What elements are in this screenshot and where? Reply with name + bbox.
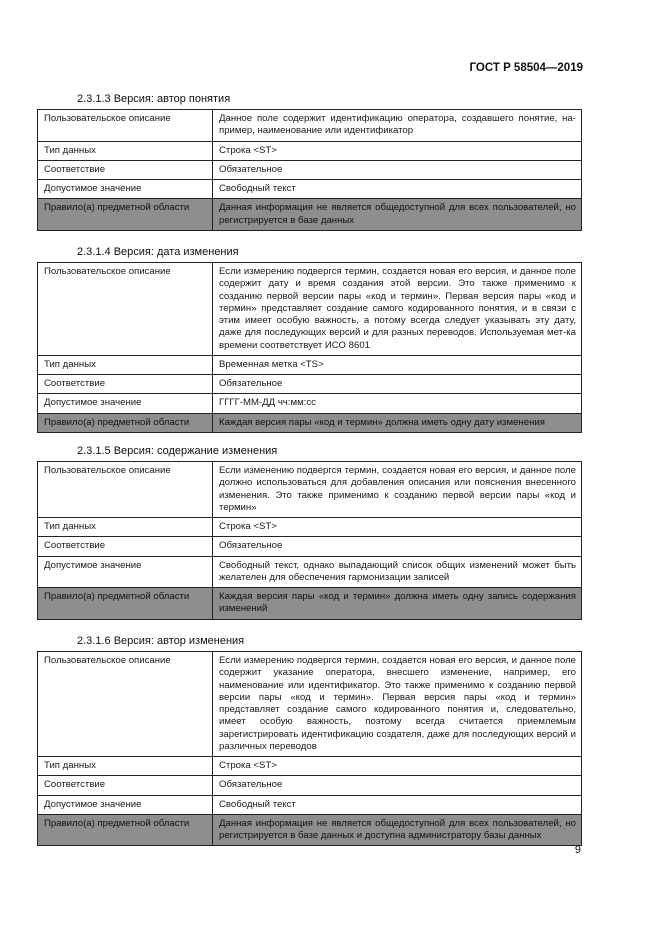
document-code: ГОСТ Р 58504—2019 [469, 62, 583, 74]
row-label: Тип данных [38, 141, 213, 160]
row-label: Соответствие [38, 537, 213, 556]
table-row-domain-rule [38, 413, 582, 432]
page-number: 9 [574, 844, 581, 856]
row-value: Если измерению подвергся термин, создается новая его версия, и данное поле содержит указание оператора, внесшего изменение, например, его наименование или идентификатор. Это также применимо к созданию первой версии пары «код и термин». Первая версия пары «код и термин» представляет создание самого кодированного понятия и, следовательно, имеет особую важность, поэтому всегда считается приемлемым зарегистрировать идентификацию создателя, даже для последующих версий и различных переводов [213, 652, 582, 757]
row-label: Пользовательское описание [38, 652, 213, 757]
row-label: Допустимое значение [38, 556, 213, 588]
attribute-table [37, 651, 582, 846]
attribute-table [37, 461, 582, 620]
row-label: Допустимое значение [38, 795, 213, 814]
row-value: Строка <ST> [213, 518, 582, 537]
row-label: Соответствие [38, 160, 213, 179]
row-value: Каждая версия пары «код и термин» должна иметь одну дату изменения [213, 413, 582, 432]
table-row [38, 556, 582, 588]
table-row-domain-rule [38, 814, 582, 846]
row-value: Данная информация не является общедоступной для всех пользователей, но регистрируется в базе данных [213, 199, 582, 231]
row-value: Если измерению подвергся термин, создается новая его версия, и данное поле содержит дату и время создания этой версии. Это также применимо к созданию первой версии пары «код и термин». Первая версия пары «код и термин» представляет создание самого кодированного понятия, и в связи с этим имеет особую важность, а потому всегда следует указывать эту дату, даже для последующих версий и для разных переводов. Используемая мет-ка времени соответствует ИСО 8601 [213, 263, 582, 356]
section-2-3-1-3 [37, 93, 581, 231]
table-row [38, 355, 582, 374]
row-value: Обязательное [213, 776, 582, 795]
row-value: Временная метка <TS> [213, 355, 582, 374]
row-value: Строка <ST> [213, 757, 582, 776]
row-value: Обязательное [213, 537, 582, 556]
table-row-domain-rule [38, 199, 582, 231]
section-title: 2.3.1.3 Версия: автор понятия [77, 93, 231, 105]
row-value: Обязательное [213, 375, 582, 394]
section-2-3-1-5 [37, 445, 581, 620]
table-row [38, 375, 582, 394]
row-label: Тип данных [38, 518, 213, 537]
section-title: 2.3.1.5 Версия: содержание изменения [77, 445, 278, 457]
table-row [38, 263, 582, 356]
row-label: Пользовательское описание [38, 462, 213, 518]
table-row [38, 141, 582, 160]
row-value: Свободный текст [213, 795, 582, 814]
row-value: Свободный текст, однако выпадающий список общих изменений может быть желателен для обеспечения гармонизации записей [213, 556, 582, 588]
table-row [38, 518, 582, 537]
row-label: Тип данных [38, 757, 213, 776]
attribute-table [37, 109, 582, 231]
table-row [38, 537, 582, 556]
row-label: Правило(а) предметной области [38, 814, 213, 846]
row-value: Данная информация не является общедоступной для всех пользователей, но регистрируется в базе данных и доступна администратору базы данных [213, 814, 582, 846]
row-label: Допустимое значение [38, 180, 213, 199]
attribute-table [37, 262, 582, 433]
section-title: 2.3.1.6 Версия: автор изменения [77, 635, 245, 647]
row-label: Соответствие [38, 375, 213, 394]
row-value: Строка <ST> [213, 141, 582, 160]
section-2-3-1-4 [37, 246, 581, 433]
row-value: Каждая версия пары «код и термин» должна иметь одну запись содержания изменений [213, 588, 582, 620]
row-label: Тип данных [38, 355, 213, 374]
row-label: Допустимое значение [38, 394, 213, 413]
row-label: Правило(а) предметной области [38, 199, 213, 231]
table-row [38, 462, 582, 518]
table-row [38, 652, 582, 757]
row-label: Пользовательское описание [38, 263, 213, 356]
row-label: Соответствие [38, 776, 213, 795]
table-row [38, 160, 582, 179]
row-value: Данное поле содержит идентификацию оператора, создавшего понятие, на-пример, наименование или идентификатор [213, 110, 582, 142]
table-row [38, 776, 582, 795]
row-label: Правило(а) предметной области [38, 588, 213, 620]
table-row [38, 795, 582, 814]
table-row [38, 110, 582, 142]
table-row-domain-rule [38, 588, 582, 620]
row-label: Пользовательское описание [38, 110, 213, 142]
table-row [38, 394, 582, 413]
row-label: Правило(а) предметной области [38, 413, 213, 432]
row-value: ГГГГ-ММ-ДД чч:мм:сс [213, 394, 582, 413]
row-value: Свободный текст [213, 180, 582, 199]
table-row [38, 180, 582, 199]
table-row [38, 757, 582, 776]
section-2-3-1-6 [37, 635, 581, 846]
row-value: Если изменению подвергся термин, создается новая его версия, и данное поле должно использоваться для добавления описания или пояснения внесенного изменения. Это также применимо к созданию первой версии пары «код и термин» [213, 462, 582, 518]
section-title: 2.3.1.4 Версия: дата изменения [77, 246, 239, 258]
row-value: Обязательное [213, 160, 582, 179]
